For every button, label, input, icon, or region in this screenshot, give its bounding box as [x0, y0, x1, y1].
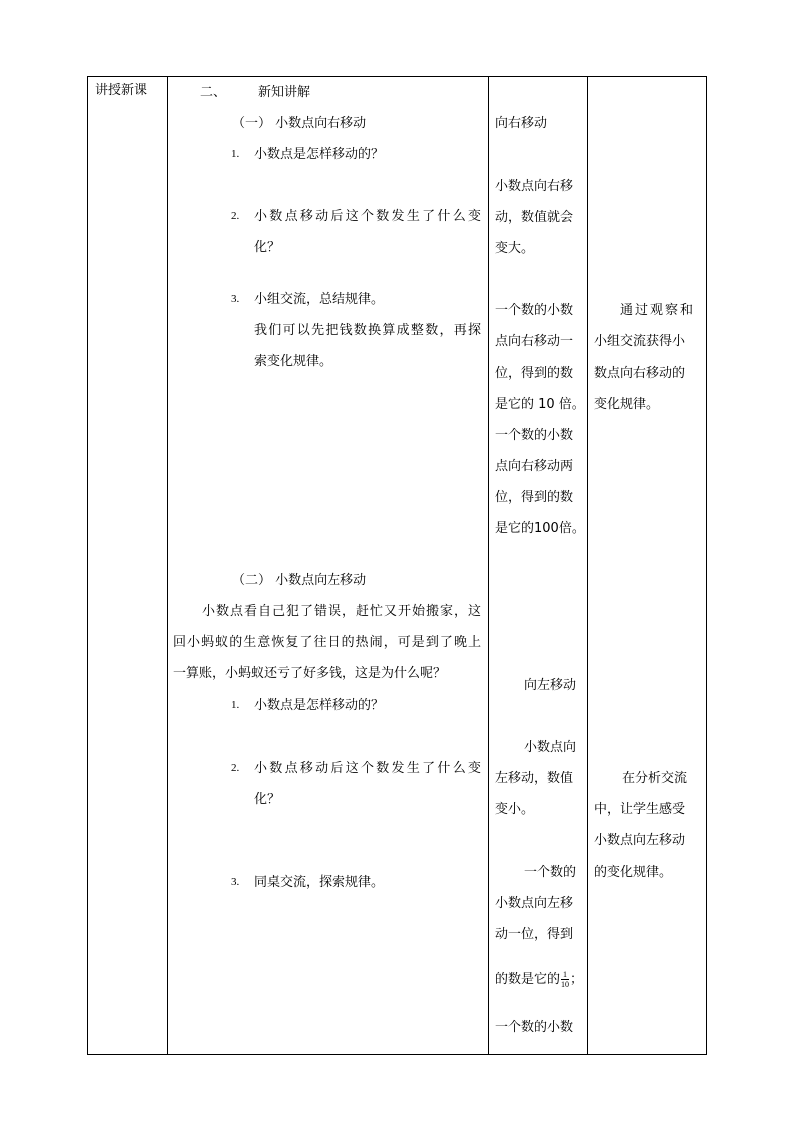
part2-story-line2: 回小蚂蚁的生意恢复了往日的热闹，可是到了晚上	[173, 635, 481, 650]
part1-q2-number: 2.	[231, 210, 240, 222]
table-divider-3	[587, 76, 588, 1054]
right-rule-line7: 位，得到的数	[495, 490, 574, 505]
part1-q3-number: 3.	[231, 293, 240, 305]
left-move-answer-line2: 左移动，数值	[495, 771, 574, 786]
table-divider-1	[167, 76, 168, 1054]
left-move-label: 向左移动	[524, 678, 577, 693]
left-move-answer-line3: 变小。	[495, 802, 535, 817]
purpose1-line1: 通过观察和	[620, 303, 696, 318]
right-move-label: 向右移动	[495, 116, 548, 131]
fraction-numerator: 1	[563, 970, 568, 979]
purpose2-line3: 小数点向左移动	[594, 833, 686, 848]
table-border-right	[706, 76, 707, 1054]
one-tenth-fraction	[561, 970, 569, 989]
right-rule-line3: 位，得到的数	[495, 366, 574, 381]
part1-title: （一） 小数点向右移动	[232, 116, 367, 131]
right-move-answer-line3: 变大。	[495, 241, 535, 256]
right-rule-line4: 是它的 10 倍。	[495, 397, 585, 412]
table-border-left	[87, 76, 88, 1054]
purpose2-line1: 在分析交流	[622, 771, 688, 786]
left-rule-line1: 一个数的	[524, 865, 577, 880]
part1-q3-sub-line2: 索变化规律。	[254, 354, 333, 369]
left-rule-line4	[495, 970, 583, 989]
part1-q3: 小组交流，总结规律。	[254, 292, 385, 307]
table-divider-2	[488, 76, 489, 1054]
part2-q2-line2: 化？	[254, 792, 281, 807]
part1-q2-line1: 小数点移动后这个数发生了什么变	[254, 209, 481, 224]
left-rule-line2: 小数点向左移	[495, 896, 574, 911]
part2-q1-number: 1.	[231, 699, 240, 711]
purpose1-line4: 变化规律。	[594, 397, 660, 412]
section-title: 新知讲解	[258, 85, 311, 100]
purpose1-line3: 数点向右移动的	[594, 366, 686, 381]
right-rule-line5: 一个数的小数	[495, 428, 574, 443]
part1-q1: 小数点是怎样移动的？	[254, 147, 385, 162]
left-rule-line5: 一个数的小数	[495, 1020, 574, 1035]
part2-q2-line1: 小数点移动后这个数发生了什么变	[254, 761, 481, 776]
table-top-border	[87, 76, 707, 77]
part2-q1: 小数点是怎样移动的？	[254, 698, 385, 713]
part2-q2-number: 2.	[231, 762, 240, 774]
fraction-denominator: 10	[561, 980, 570, 989]
part2-title: （二） 小数点向左移动	[232, 573, 367, 588]
right-move-answer-line2: 动，数值就会	[495, 210, 574, 225]
right-rule-line6: 点向右移动两	[495, 459, 574, 474]
part2-story-line3: 一算账，小蚂蚁还亏了好多钱，这是为什么呢？	[173, 666, 447, 681]
left-rule-line4-suffix: ；	[570, 972, 584, 987]
part1-q1-number: 1.	[231, 148, 240, 160]
purpose2-line4: 的变化规律。	[594, 865, 673, 880]
purpose1-line2: 小组交流获得小	[594, 334, 686, 349]
stage-label: 讲授新课	[95, 83, 148, 98]
section-number: 二、	[200, 85, 227, 100]
part2-q3-number: 3.	[231, 876, 240, 888]
right-rule-line8: 是它的100倍。	[495, 521, 585, 536]
part2-q3: 同桌交流，探索规律。	[254, 875, 385, 890]
left-rule-line3: 动一位，得到	[495, 927, 574, 942]
left-rule-line4-prefix: 的数是它的	[495, 972, 561, 987]
table-bottom-border	[87, 1054, 707, 1055]
part1-q2-line2: 化？	[254, 240, 281, 255]
right-rule-line1: 一个数的小数	[495, 303, 574, 318]
part1-q3-sub-line1: 我们可以先把钱数换算成整数，再探	[254, 323, 481, 338]
right-rule-line2: 点向右移动一	[495, 334, 574, 349]
left-move-answer-line1: 小数点向	[524, 740, 577, 755]
part2-story-line1: 小数点看自己犯了错误，赶忙又开始搬家，这	[202, 604, 481, 619]
purpose2-line2: 中，让学生感受	[594, 802, 686, 817]
right-move-answer-line1: 小数点向右移	[495, 179, 574, 194]
